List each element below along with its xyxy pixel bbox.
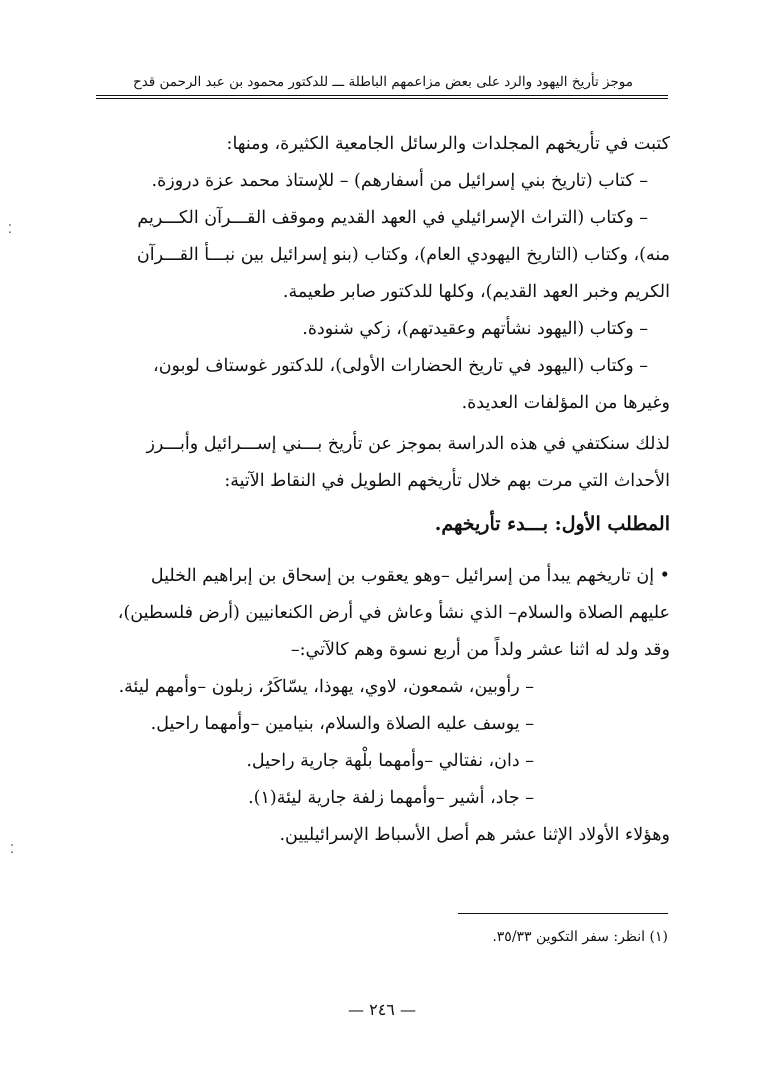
main-text [98,126,670,854]
son-item: – جاد، أشير –وأمهما زلفة جارية ليئة(١). [248,788,534,808]
book-item: – وكتاب (اليهود في تاريخ الحضارات الأولى)، للدكتور غوستاف لوبون، [153,356,648,376]
paragraph-line: • إن تاريخهم يبدأ من إسرائيل –وهو يعقوب بن إسحاق بن إبراهيم الخليل [150,566,670,586]
footnote: (١) انظر: سفر التكوين ٣٥/٣٣. [492,929,668,945]
book-item-continued: الكريم وخبر العهد القديم)، وكلها للدكتور صابر طعيمة. [282,282,670,302]
spacer [98,546,670,558]
header-rule-top [96,95,668,96]
paragraph-line: الأحداث التي مرت بهم خلال تأريخهم الطويل في النقاط الآتية: [224,471,670,491]
section-title: المطلب الأول: بـــدء تأريخهم. [434,513,670,535]
intro-line: كتبت في تأريخهم المجلدات والرسائل الجامعية الكثيرة، ومنها: [226,134,670,154]
paragraph-line: لذلك سنكتفي في هذه الدراسة بموجز عن تأريخ بـــني إســـرائيل وأبـــرز [146,434,670,454]
scan-mark: ⁚ [8,222,12,236]
page-number: — ٢٤٦ — [348,1000,416,1019]
book-item-continued: منه)، وكتاب (التاريخ اليهودي العام)، وكتاب (بنو إسرائيل بين نبـــأ القـــرآن [136,245,670,265]
scan-mark: ⁚ [10,842,14,856]
book-item: – وكتاب (التراث الإسرائيلي في العهد القديم وموقف القـــرآن الكـــريم [137,208,648,228]
son-item: – دان، نفتالي –وأمهما بلْهة جارية راحيل. [246,751,534,771]
son-item: – رأوبين، شمعون، لاوي، يهوذا، يسّاكَرُ، زبلون –وأمهم ليئة. [118,677,534,697]
footnote-rule [458,913,668,914]
header-rule-bottom [96,98,668,99]
closing-line: وهؤلاء الأولاد الإثنا عشر هم أصل الأسباط الإسرائيليين. [279,825,670,845]
book-item: – كتاب (تاريخ بني إسرائيل من أسفارهم) – للإستاذ محمد عزة دروزة. [151,171,648,191]
son-item: – يوسف عليه الصلاة والسلام، بنيامين –وأمهما راحيل. [150,714,534,734]
paragraph-line: عليهم الصلاة والسلام– الذي نشأ وعاش في أرض الكنعانيين (أرض فلسطين)، [117,603,670,623]
book-item-continued: وغيرها من المؤلفات العديدة. [461,393,670,413]
paragraph-line: وقد ولد له اثنا عشر ولداً من أربع نسوة وهم كالآتي:– [290,640,670,660]
book-item: – وكتاب (اليهود نشأتهم وعقيدتهم)، زكي شنودة. [302,319,648,339]
running-header: موجز تأريخ اليهود والرد على بعض مزاعمهم الباطلة ـــ للدكتور محمود بن عبد الرحمن قدح [132,74,634,90]
